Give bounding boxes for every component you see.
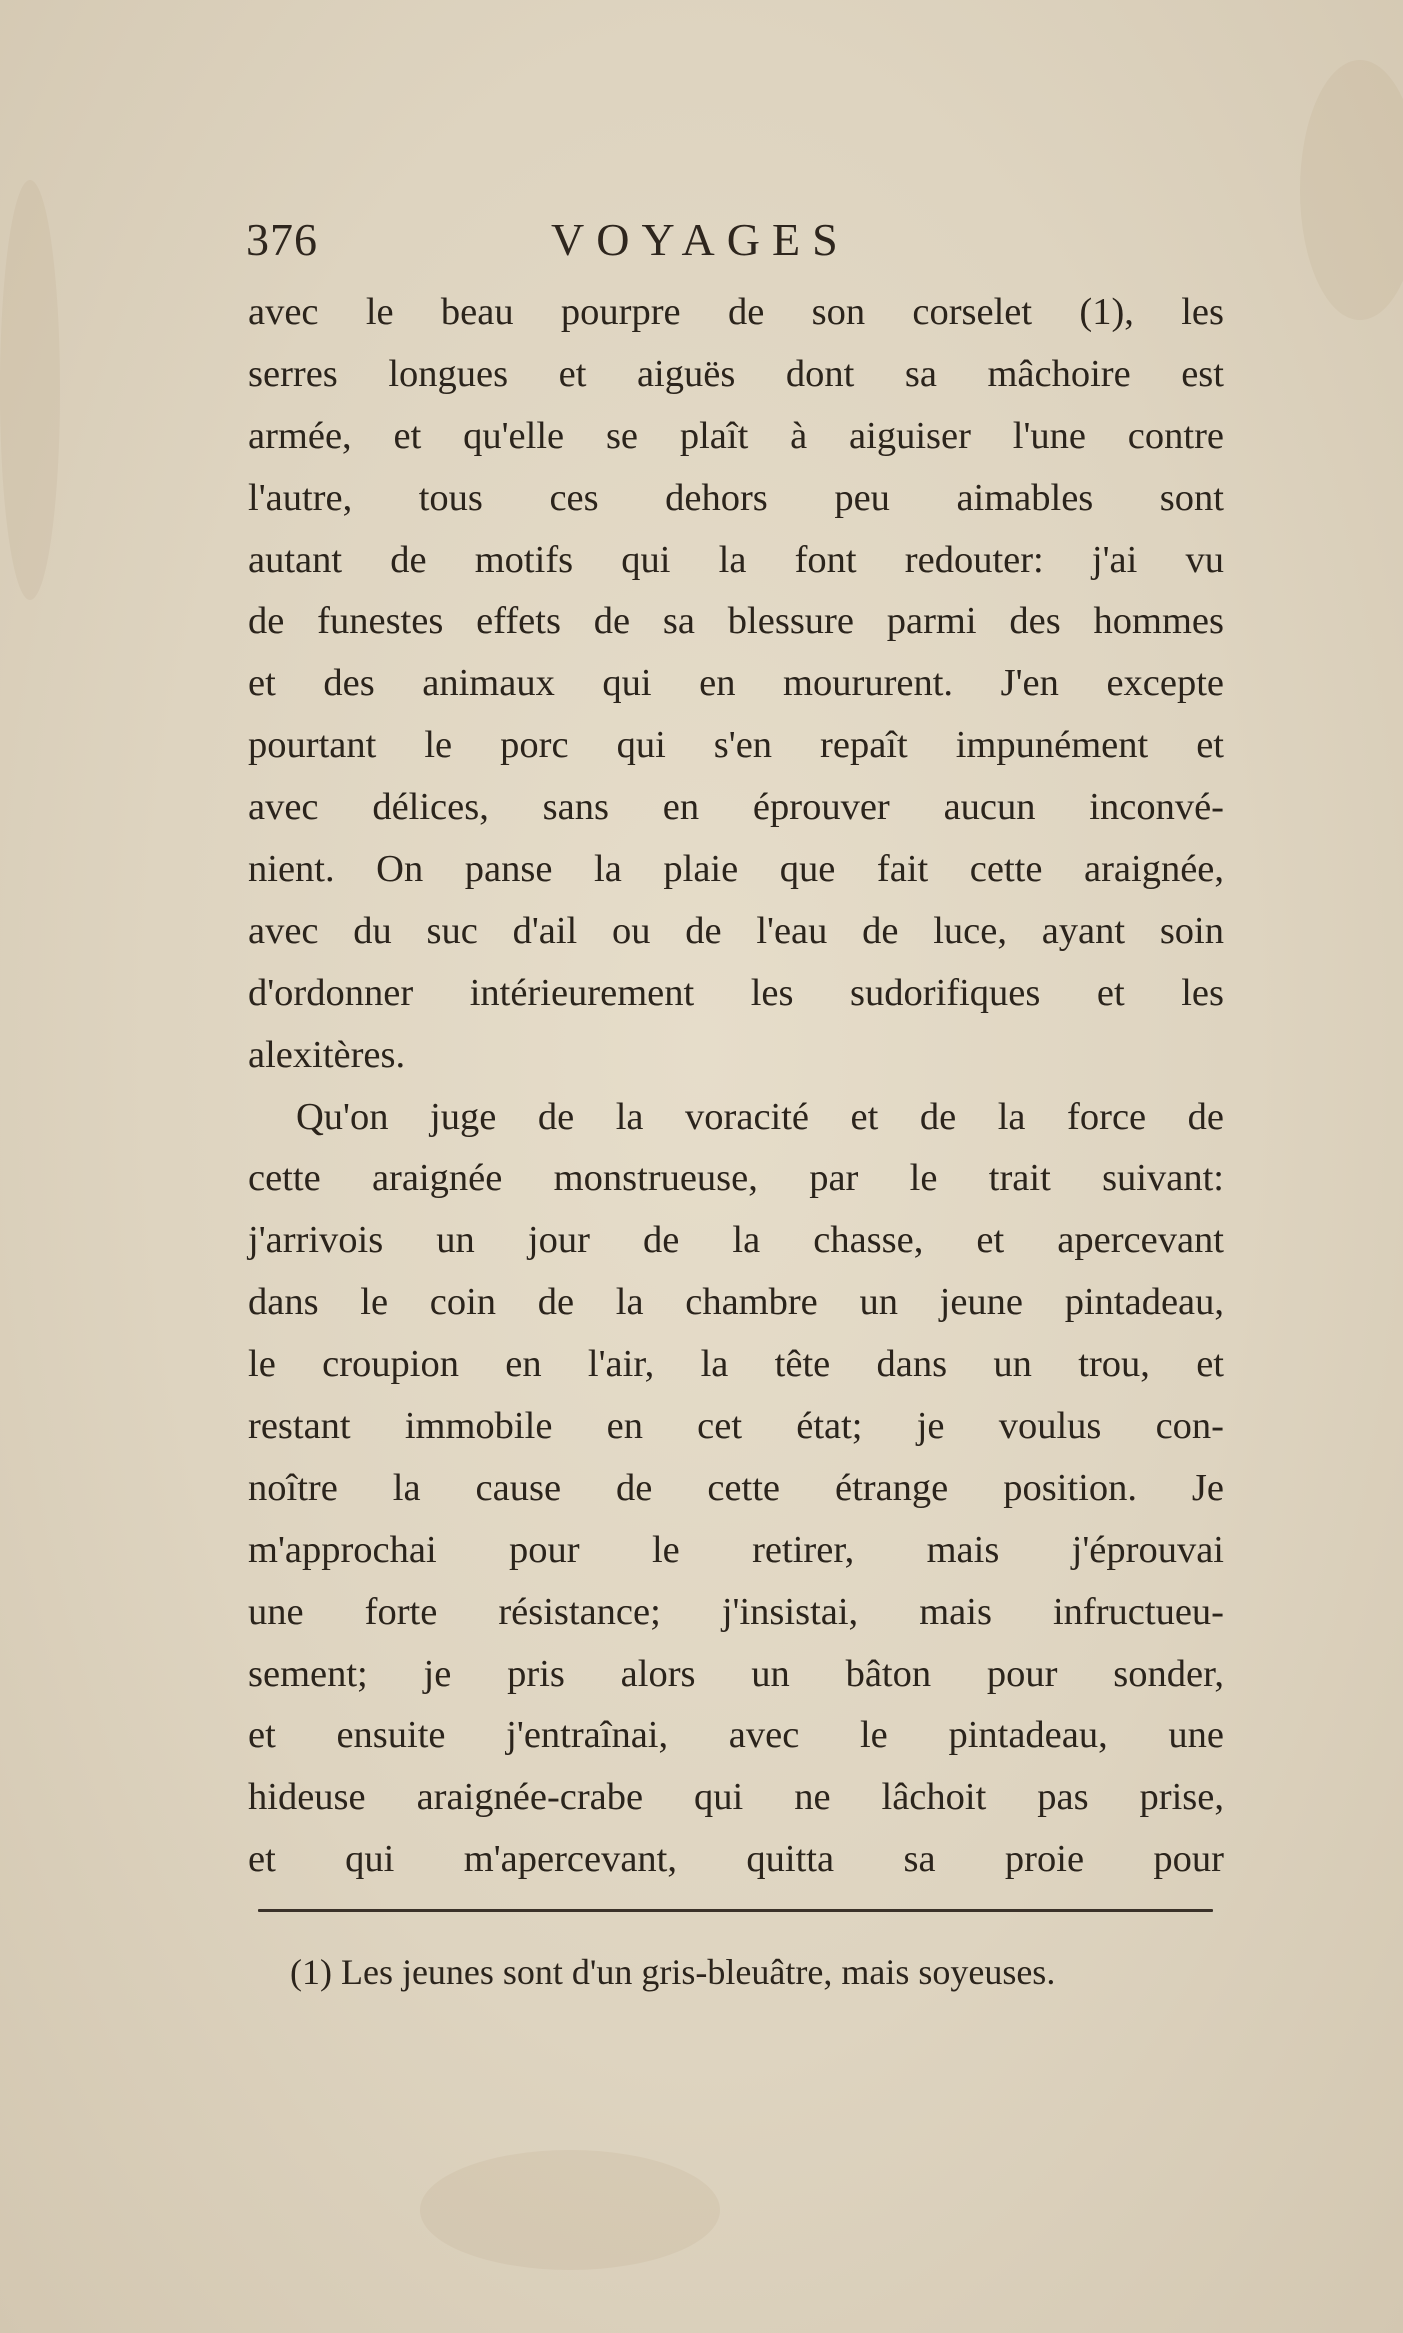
text-line: de funestes effets de sa blessure parmi des hommes xyxy=(248,600,1224,643)
text-line: l'autre, tous ces dehors peu aimables sont xyxy=(248,476,1224,519)
text-line: autant de motifs qui la font redouter: j'ai vu xyxy=(248,538,1224,581)
text-line: Qu'on juge de la voracité et de la force de xyxy=(296,1095,1224,1138)
text-line: et qui m'apercevant, quitta sa proie pour xyxy=(248,1838,1224,1881)
paper-stain xyxy=(1300,60,1403,320)
text-line: serres longues et aiguës dont sa mâchoire est xyxy=(248,352,1224,395)
text-line: avec le beau pourpre de son corselet (1), les xyxy=(248,291,1224,333)
text-line: le croupion en l'air, la tête dans un trou, et xyxy=(248,1343,1224,1386)
paragraph-2 xyxy=(248,1087,1224,1892)
page-number: 376 xyxy=(246,214,318,265)
footnote: (1) Les jeunes sont d'un gris-bleuâtre, mais soyeuses. xyxy=(290,1952,1056,1992)
text-line: d'ordonner intérieurement les sudorifiques et les xyxy=(248,971,1224,1014)
paper-stain xyxy=(420,2150,720,2270)
footnote-rule xyxy=(258,1909,1213,1912)
text-line: restant immobile en cet état; je voulus con- xyxy=(248,1405,1224,1448)
paragraph-1 xyxy=(248,282,1224,1087)
text-line: sement; je pris alors un bâton pour sonder, xyxy=(248,1652,1224,1695)
text-line: et ensuite j'entraînai, avec le pintadeau, une xyxy=(248,1714,1224,1757)
page-header xyxy=(246,208,1236,278)
text-line: armée, et qu'elle se plaît à aiguiser l'une contre xyxy=(248,414,1224,457)
paper-stain xyxy=(0,180,60,600)
text-line: une forte résistance; j'insistai, mais infructueu- xyxy=(248,1590,1224,1633)
text-line: hideuse araignée-crabe qui ne lâchoit pas prise, xyxy=(248,1776,1224,1819)
text-line: alexitères. xyxy=(248,1033,406,1076)
text-line: j'arrivois un jour de la chasse, et apercevant xyxy=(248,1219,1224,1262)
text-line: m'approchai pour le retirer, mais j'éprouvai xyxy=(248,1528,1224,1571)
text-line: dans le coin de la chambre un jeune pintadeau, xyxy=(248,1281,1224,1324)
main-text xyxy=(248,282,1224,1891)
running-title: VOYAGES xyxy=(551,214,850,265)
text-line: avec délices, sans en éprouver aucun inconvé- xyxy=(248,786,1224,829)
text-line: cette araignée monstrueuse, par le trait suivant: xyxy=(248,1157,1224,1200)
text-line: et des animaux qui en moururent. J'en excepte xyxy=(248,662,1224,705)
text-line: noître la cause de cette étrange position. Je xyxy=(248,1466,1224,1509)
text-line: pourtant le porc qui s'en repaît impunément et xyxy=(248,724,1224,767)
text-line: nient. On panse la plaie que fait cette araignée, xyxy=(248,848,1224,891)
text-line: avec du suc d'ail ou de l'eau de luce, ayant soin xyxy=(248,909,1224,952)
